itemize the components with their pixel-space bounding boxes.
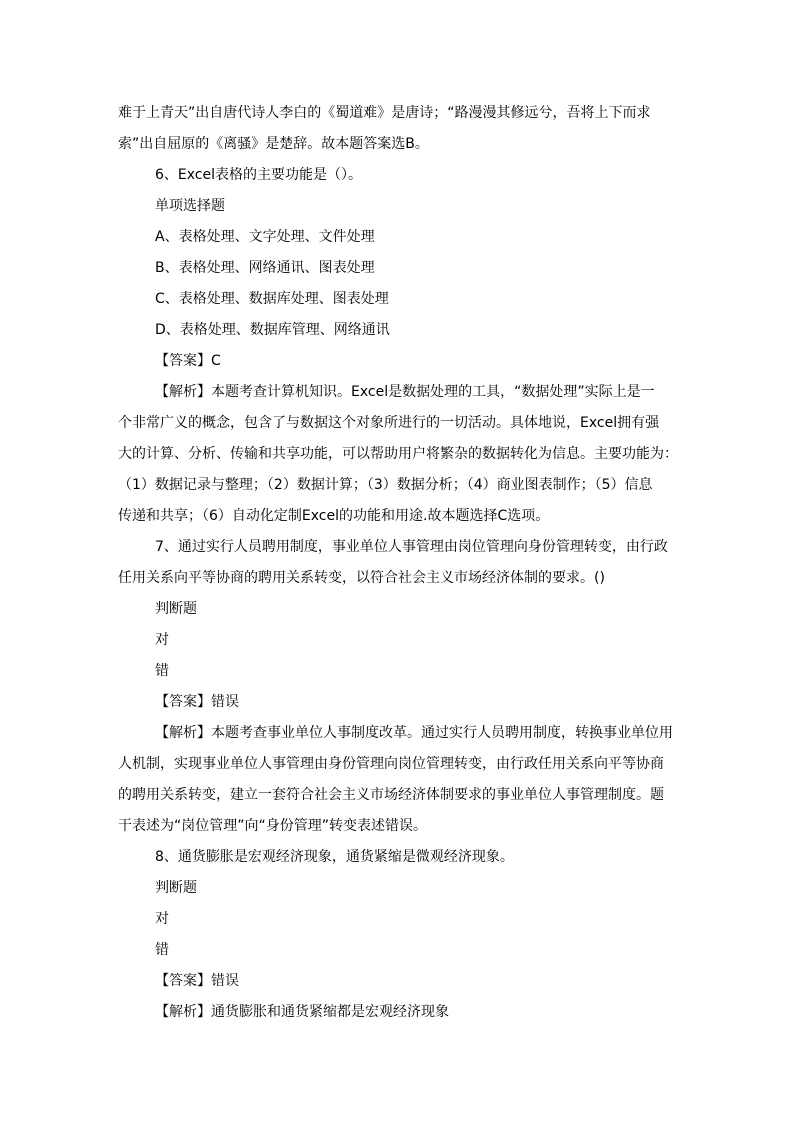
text-line: 【答案】错误 bbox=[155, 694, 239, 710]
text-line: 对 bbox=[155, 911, 169, 927]
text-line: D、表格处理、数据库管理、网络通讯 bbox=[155, 322, 390, 338]
text-line: B、表格处理、网络通讯、图表处理 bbox=[155, 260, 375, 276]
text-line: 判断题 bbox=[155, 880, 197, 896]
text-line: 错 bbox=[155, 942, 169, 958]
text-line: 【答案】错误 bbox=[155, 973, 239, 989]
text-line: C、表格处理、数据库处理、图表处理 bbox=[155, 291, 389, 307]
text-line: 【解析】本题考查计算机知识。Excel是数据处理的工具，“数据处理”实际上是一 bbox=[155, 384, 655, 400]
text-line: 【答案】C bbox=[155, 353, 221, 369]
text-line: 8、通货膨胀是宏观经济现象，通货紧缩是微观经济现象。 bbox=[155, 849, 514, 865]
text-line: 干表述为“岗位管理”向“身份管理”转变表述错误。 bbox=[118, 818, 428, 834]
text-line: 判断题 bbox=[155, 601, 197, 617]
text-line: 错 bbox=[155, 663, 169, 679]
text-line: 【解析】本题考查事业单位人事制度改革。通过实行人员聘用制度，转换事业单位用 bbox=[155, 725, 673, 741]
text-line: 索”出自屈原的《离骚》是楚辞。故本题答案选B。 bbox=[118, 136, 429, 152]
text-line: 个非常广义的概念，包含了与数据这个对象所进行的一切活动。具体地说，Excel拥有强 bbox=[118, 415, 660, 431]
text-line: 传递和共享；（6）自动化定制Excel的功能和用途.故本题选择C选项。 bbox=[118, 508, 550, 524]
text-line: 6、Excel表格的主要功能是（）。 bbox=[155, 167, 362, 183]
text-line: 对 bbox=[155, 632, 169, 648]
text-line: 的聘用关系转变，建立一套符合社会主义市场经济体制要求的事业单位人事管理制度。题 bbox=[118, 787, 664, 803]
text-line: 任用关系向平等协商的聘用关系转变，以符合社会主义市场经济体制的要求。() bbox=[118, 570, 605, 586]
document-page bbox=[118, 102, 688, 1032]
text-line: 人机制，实现事业单位人事管理由身份管理向岗位管理转变，由行政任用关系向平等协商 bbox=[118, 756, 664, 772]
text-line: 【解析】通货膨胀和通货紧缩都是宏观经济现象 bbox=[155, 1004, 449, 1020]
text-line: A、表格处理、文字处理、文件处理 bbox=[155, 229, 375, 245]
text-line: 7、通过实行人员聘用制度，事业单位人事管理由岗位管理向身份管理转变，由行政 bbox=[155, 539, 668, 555]
text-line: 单项选择题 bbox=[155, 198, 225, 214]
text-line: （1）数据记录与整理；（2）数据计算；（3）数据分析；（4）商业图表制作；（5）信息 bbox=[118, 477, 653, 493]
text-line: 大的计算、分析、传输和共享功能，可以帮助用户将繁杂的数据转化为信息。主要功能为： bbox=[118, 446, 678, 462]
text-line: 难于上青天”出自唐代诗人李白的《蜀道难》是唐诗；“路漫漫其修远兮，吾将上下而求 bbox=[118, 105, 651, 121]
